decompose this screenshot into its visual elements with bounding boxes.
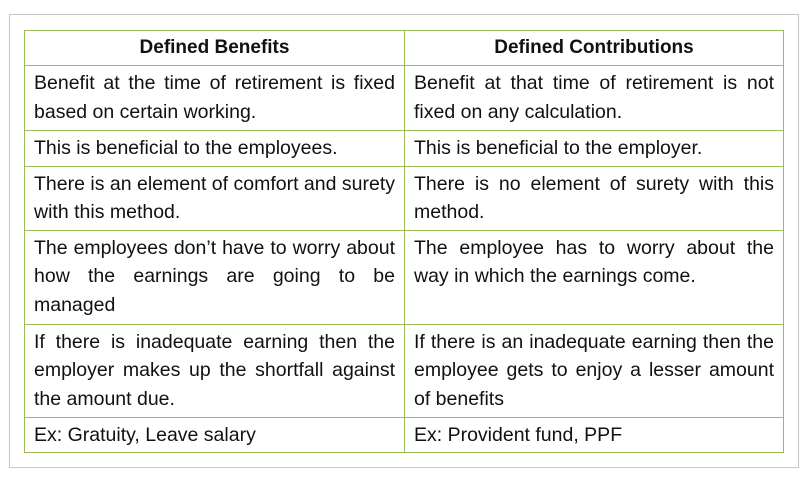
table-row [25, 230, 784, 324]
contributions-cell: Ex: Provident fund, PPF [405, 417, 784, 453]
contributions-cell: This is beneficial to the employer. [405, 131, 784, 167]
table-row [25, 166, 784, 230]
contributions-cell: There is no element of surety with this method. [405, 166, 784, 230]
header-row [25, 31, 784, 66]
contributions-cell: The employee has to worry about the way in which the earnings come. [405, 230, 784, 324]
benefits-cell: Benefit at the time of retirement is fixed based on certain working. [25, 66, 405, 131]
benefits-cell: If there is inadequate earning then the employer makes up the shortfall against the amount due. [25, 324, 405, 417]
contributions-cell: If there is an inadequate earning then the employee gets to enjoy a lesser amount of benefits [405, 324, 784, 417]
benefits-cell: This is beneficial to the employees. [25, 131, 405, 167]
header-defined-benefits: Defined Benefits [25, 31, 405, 66]
header-defined-contributions: Defined Contributions [405, 31, 784, 66]
comparison-table [24, 30, 784, 453]
table-row [25, 324, 784, 417]
table-row [25, 131, 784, 167]
benefits-cell: The employees don’t have to worry about how the earnings are going to be managed [25, 230, 405, 324]
contributions-cell: Benefit at that time of retirement is not fixed on any calculation. [405, 66, 784, 131]
table-row [25, 417, 784, 453]
benefits-cell: Ex: Gratuity, Leave salary [25, 417, 405, 453]
table-row [25, 66, 784, 131]
benefits-cell: There is an element of comfort and surety with this method. [25, 166, 405, 230]
